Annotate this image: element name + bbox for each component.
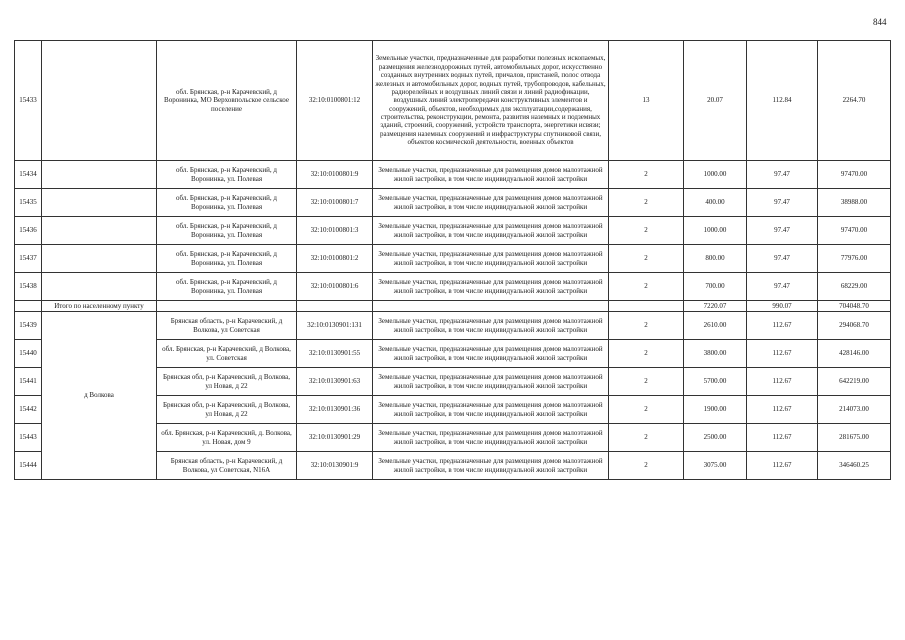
total-rate: 990.07 [747, 301, 818, 312]
settlement-cell [42, 161, 157, 189]
specific-value: 97.47 [747, 161, 818, 189]
category-code: 13 [609, 41, 684, 161]
table-row [15, 245, 891, 273]
cadastral-number: 32:10:0130901:63 [297, 368, 373, 396]
record-number: 15441 [15, 368, 42, 396]
address: Брянская обл, р-н Карачевский, д Волкова, ул Новая, д 22 [157, 368, 297, 396]
specific-value: 97.47 [747, 245, 818, 273]
address: Брянская область, р-н Карачевский, д Волкова, ул Советская [157, 312, 297, 340]
category-code: 2 [609, 424, 684, 452]
category-code: 2 [609, 452, 684, 480]
category-code: 2 [609, 189, 684, 217]
settlement-name: д Волкова [42, 312, 157, 480]
land-use: Земельные участки, предназначенные для размещения домов малоэтажной жилой застройки, в том числе индивидуальной жилой застройки [373, 368, 609, 396]
total-row [15, 301, 891, 312]
record-number: 15444 [15, 452, 42, 480]
address: обл. Брянская, р-н Карачевский, д Воронинка, МО Верховпольское сельское поселение [157, 41, 297, 161]
address: Брянская область, р-н Карачевский, д Волкова, ул Советская, N16А [157, 452, 297, 480]
record-number: 15443 [15, 424, 42, 452]
address: обл. Брянская, р-н Карачевский, д Волкова, ул. Советская [157, 340, 297, 368]
address: обл. Брянская, р-н Карачевский, д Воронинка, ул. Полевая [157, 273, 297, 301]
cadastral-number: 32:10:0100801:7 [297, 189, 373, 217]
land-use: Земельные участки, предназначенные для размещения домов малоэтажной жилой застройки, в том числе индивидуальной жилой застройки [373, 273, 609, 301]
record-number: 15440 [15, 340, 42, 368]
cadastral-value-table [14, 40, 891, 480]
table-body-volkova [15, 312, 891, 480]
land-use: Земельные участки, предназначенные для размещения домов малоэтажной жилой застройки, в том числе индивидуальной жилой застройки [373, 245, 609, 273]
land-use: Земельные участки, предназначенные для размещения домов малоэтажной жилой застройки, в том числе индивидуальной жилой застройки [373, 340, 609, 368]
total-address-cell [157, 301, 297, 312]
cadastral-number: 32:10:0130901:36 [297, 396, 373, 424]
record-number: 15442 [15, 396, 42, 424]
record-number: 15436 [15, 217, 42, 245]
area: 800.00 [684, 245, 747, 273]
area: 20.07 [684, 41, 747, 161]
category-code: 2 [609, 312, 684, 340]
address: обл. Брянская, р-н Карачевский, д. Волкова, ул. Новая, дом 9 [157, 424, 297, 452]
specific-value: 97.47 [747, 273, 818, 301]
land-use: Земельные участки, предназначенные для размещения домов малоэтажной жилой застройки, в том числе индивидуальной жилой застройки [373, 396, 609, 424]
cadastral-number: 32:10:0130901:55 [297, 340, 373, 368]
settlement-cell [42, 245, 157, 273]
area: 2610.00 [684, 312, 747, 340]
total-value: 704048.70 [818, 301, 891, 312]
address: обл. Брянская, р-н Карачевский, д Воронинка, ул. Полевая [157, 189, 297, 217]
area: 700.00 [684, 273, 747, 301]
page-number: 844 [873, 17, 887, 27]
cadastral-number: 32:10:0130901:9 [297, 452, 373, 480]
total-cadastral-cell [297, 301, 373, 312]
category-code: 2 [609, 368, 684, 396]
cadastral-number: 32:10:0130901:29 [297, 424, 373, 452]
total-use-cell [373, 301, 609, 312]
table-row [15, 161, 891, 189]
cadastral-value: 281675.00 [818, 424, 891, 452]
settlement-cell [42, 189, 157, 217]
record-number: 15437 [15, 245, 42, 273]
land-use: Земельные участки, предназначенные для размещения домов малоэтажной жилой застройки, в том числе индивидуальной жилой застройки [373, 312, 609, 340]
table-row [15, 41, 891, 161]
specific-value: 97.47 [747, 189, 818, 217]
total-cat-cell [609, 301, 684, 312]
settlement-cell [42, 217, 157, 245]
cadastral-number: 32:10:0100801:3 [297, 217, 373, 245]
cadastral-number: 32:10:0100801:2 [297, 245, 373, 273]
cadastral-value: 346460.25 [818, 452, 891, 480]
table-row [15, 189, 891, 217]
specific-value: 112.67 [747, 452, 818, 480]
cadastral-number: 32:10:0100801:12 [297, 41, 373, 161]
specific-value: 112.67 [747, 396, 818, 424]
settlement-cell [42, 41, 157, 161]
category-code: 2 [609, 396, 684, 424]
cadastral-value: 97470.00 [818, 217, 891, 245]
address: обл. Брянская, р-н Карачевский, д Воронинка, ул. Полевая [157, 245, 297, 273]
land-use: Земельные участки, предназначенные для размещения домов малоэтажной жилой застройки, в том числе индивидуальной жилой застройки [373, 161, 609, 189]
record-number: 15438 [15, 273, 42, 301]
cadastral-number: 32:10:0130901:131 [297, 312, 373, 340]
record-number: 15433 [15, 41, 42, 161]
area: 400.00 [684, 189, 747, 217]
specific-value: 112.67 [747, 424, 818, 452]
address: обл. Брянская, р-н Карачевский, д Воронинка, ул. Полевая [157, 217, 297, 245]
table-row [15, 273, 891, 301]
area: 1000.00 [684, 161, 747, 189]
specific-value: 112.84 [747, 41, 818, 161]
table-body-voroninka [15, 41, 891, 301]
total-label: Итого по населенному пункту [42, 301, 157, 312]
area: 5700.00 [684, 368, 747, 396]
cadastral-value: 68229.00 [818, 273, 891, 301]
cadastral-value: 294068.70 [818, 312, 891, 340]
cadastral-value: 642219.00 [818, 368, 891, 396]
land-use: Земельные участки, предназначенные для размещения домов малоэтажной жилой застройки, в том числе индивидуальной жилой застройки [373, 424, 609, 452]
cadastral-value: 77976.00 [818, 245, 891, 273]
cadastral-value: 214073.00 [818, 396, 891, 424]
cadastral-value: 38988.00 [818, 189, 891, 217]
address: Брянская обл, р-н Карачевский, д Волкова, ул Новая, д 22 [157, 396, 297, 424]
total-area: 7220.07 [684, 301, 747, 312]
land-use: Земельные участки, предназначенные для размещения домов малоэтажной жилой застройки, в том числе индивидуальной жилой застройки [373, 452, 609, 480]
area: 3800.00 [684, 340, 747, 368]
cadastral-value: 2264.70 [818, 41, 891, 161]
specific-value: 97.47 [747, 217, 818, 245]
record-number: 15439 [15, 312, 42, 340]
area: 1000.00 [684, 217, 747, 245]
specific-value: 112.67 [747, 312, 818, 340]
land-use: Земельные участки, предназначенные для разработки полезных ископаемых, размещения железнодорожных путей, автомобильных дорог, искусственно созданных внутренних водных путей, причалов, пристаней, полос отвода железных и автомобильных дорог, водных путей, трубопроводов, кабельных, радиорелейных и воздушных линий связи и линий радиофикации, воздушных линий электропередачи конструктивных элементов и сооружений, объектов, необходимых для эксплуатации,содержания, строительства, реконструкции, ремонта, развития наземных и подземных зданий, строений, сооружений, устройств транспорта, энергетики исвязи; размещения наземных сооружений и инфраструктуры спутниковой связи, объектов космической деятельности, военных объектов [373, 41, 609, 161]
total-num-cell [15, 301, 42, 312]
record-number: 15435 [15, 189, 42, 217]
category-code: 2 [609, 245, 684, 273]
specific-value: 112.67 [747, 368, 818, 396]
table-total [15, 301, 891, 312]
settlement-cell [42, 273, 157, 301]
record-number: 15434 [15, 161, 42, 189]
table-row [15, 217, 891, 245]
table-row [15, 312, 891, 340]
area: 3075.00 [684, 452, 747, 480]
specific-value: 112.67 [747, 340, 818, 368]
category-code: 2 [609, 273, 684, 301]
address: обл. Брянская, р-н Карачевский, д Воронинка, ул. Полевая [157, 161, 297, 189]
cadastral-number: 32:10:0100801:9 [297, 161, 373, 189]
cadastral-value: 428146.00 [818, 340, 891, 368]
category-code: 2 [609, 161, 684, 189]
category-code: 2 [609, 217, 684, 245]
land-use: Земельные участки, предназначенные для размещения домов малоэтажной жилой застройки, в том числе индивидуальной жилой застройки [373, 217, 609, 245]
cadastral-value: 97470.00 [818, 161, 891, 189]
cadastral-number: 32:10:0100801:6 [297, 273, 373, 301]
land-use: Земельные участки, предназначенные для размещения домов малоэтажной жилой застройки, в том числе индивидуальной жилой застройки [373, 189, 609, 217]
area: 2500.00 [684, 424, 747, 452]
category-code: 2 [609, 340, 684, 368]
area: 1900.00 [684, 396, 747, 424]
